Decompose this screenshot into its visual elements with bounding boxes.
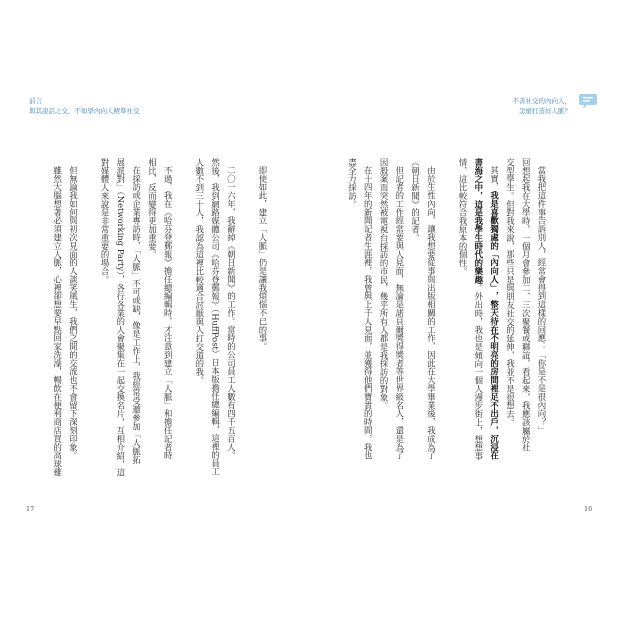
right-running-header [513, 96, 572, 116]
text-segment: 。外出時，我也是傾向一個人漫步街上，想想事 [473, 283, 484, 461]
page-number-right: 16 [584, 505, 593, 513]
text-column: 當我把這件事告訴別人，經常會得到這樣的回應：「你是不是很內向？」 [537, 166, 547, 435]
text-column: 雖然大腦想著必須建立人脈，心裡卻想要早點回家洗澡，暢飲在便利商店買的高球雞 [52, 166, 63, 477]
text-column: 情，這比較符合我原本的個性。 [458, 158, 469, 276]
text-column: 但記者的工作經常要與人見面，無論是諾貝爾獎得獎者等世界級名人，還是為了 [394, 166, 405, 461]
text-column: 回想起我在大學時，一個月會參加二、三次聚餐或聯誼，看起來，我應該屬於社 [521, 158, 532, 452]
text-column: 交型學生。但對我來說，那些只是與朋友社交的延伸，我並不是很想去。 [505, 158, 516, 427]
paragraph-break [175, 158, 191, 458]
chapter-badge-icon [578, 92, 598, 110]
text-column: 不過，我在《哈芬登郵報》擔任總編輯時，才注意到建立「人脈」和擔任記者時 [163, 166, 174, 461]
text-column: 由於生性內向，讓我想要從事與出版相關的工作，因此在大學畢業後，我成為了 [426, 166, 437, 461]
book-subtitle: 與其說話之交，不如學內向人精準社交 [29, 107, 140, 115]
text-segment: 其實， [489, 166, 500, 192]
text-column: 但無論我如何與初次見面的人談笑風生，我們之間的交流也不會留下深刻印象。 [68, 166, 79, 461]
emphasized-text: 我是喜歡獨處的「內向人」，整天待在不明亮的房間裡足不出戶，沉浸在 [489, 191, 500, 461]
chapter-title-line-1: 不善社交的內向人， [512, 97, 571, 105]
text-column: 人數不到三十人，我認為這裡比較適合討厭與人打交道的我。 [194, 158, 205, 385]
text-column: 盡全力採訪。 [347, 158, 358, 209]
text-column: 二〇一六年，我辭掉《朝日新聞》的工作。當時的公司員工人數有四千五百人。 [226, 166, 237, 461]
paragraph-break [80, 158, 96, 458]
chapter-title-line-2: 怎麼打造好人脈？ [519, 107, 571, 115]
section-label: 前言 [29, 97, 42, 105]
right-page-text [344, 158, 549, 461]
paragraph-break [238, 158, 254, 458]
text-column: 然後，我到網路媒體公司《哈芬登郵報》（HuffPost）日本版擔任總編輯，這裡的員工 [210, 158, 221, 476]
left-page-text [49, 158, 270, 477]
paragraph-break [438, 158, 454, 458]
left-running-header [29, 96, 140, 116]
text-column: 相比，反而變得更加重要。 [147, 158, 158, 259]
text-column: 因殺案而突然被電視台採訪的市民，幾乎所有人都是我採訪的對象。 [379, 158, 390, 410]
emphasized-text: 書海之中，這是我學生時代的樂趣 [473, 158, 484, 284]
text-column: 展派對」（Networking Party），各行各業的人會聚集在一起交換名片，互相介紹，這 [115, 158, 126, 477]
text-column [486, 158, 502, 461]
text-column: 《朝日新聞》的記者。 [410, 158, 421, 242]
text-column: 即使如此，建立「人脈」仍是讓我煩惱不已的事。 [258, 166, 268, 351]
text-column: 在十四年的新聞記者生涯裡，我曾與上千人見面，並獲得他們寶貴的時間，我也 [363, 166, 374, 461]
page-number-left: 17 [26, 505, 35, 513]
text-column: 在採訪或企業專訪時，「人脈」不可或缺，像是工作上，我經常受邀參加「人脈拓 [131, 166, 142, 465]
text-column [470, 158, 486, 461]
text-column: 對媒體人來說是非常重要的場合。 [100, 158, 111, 284]
